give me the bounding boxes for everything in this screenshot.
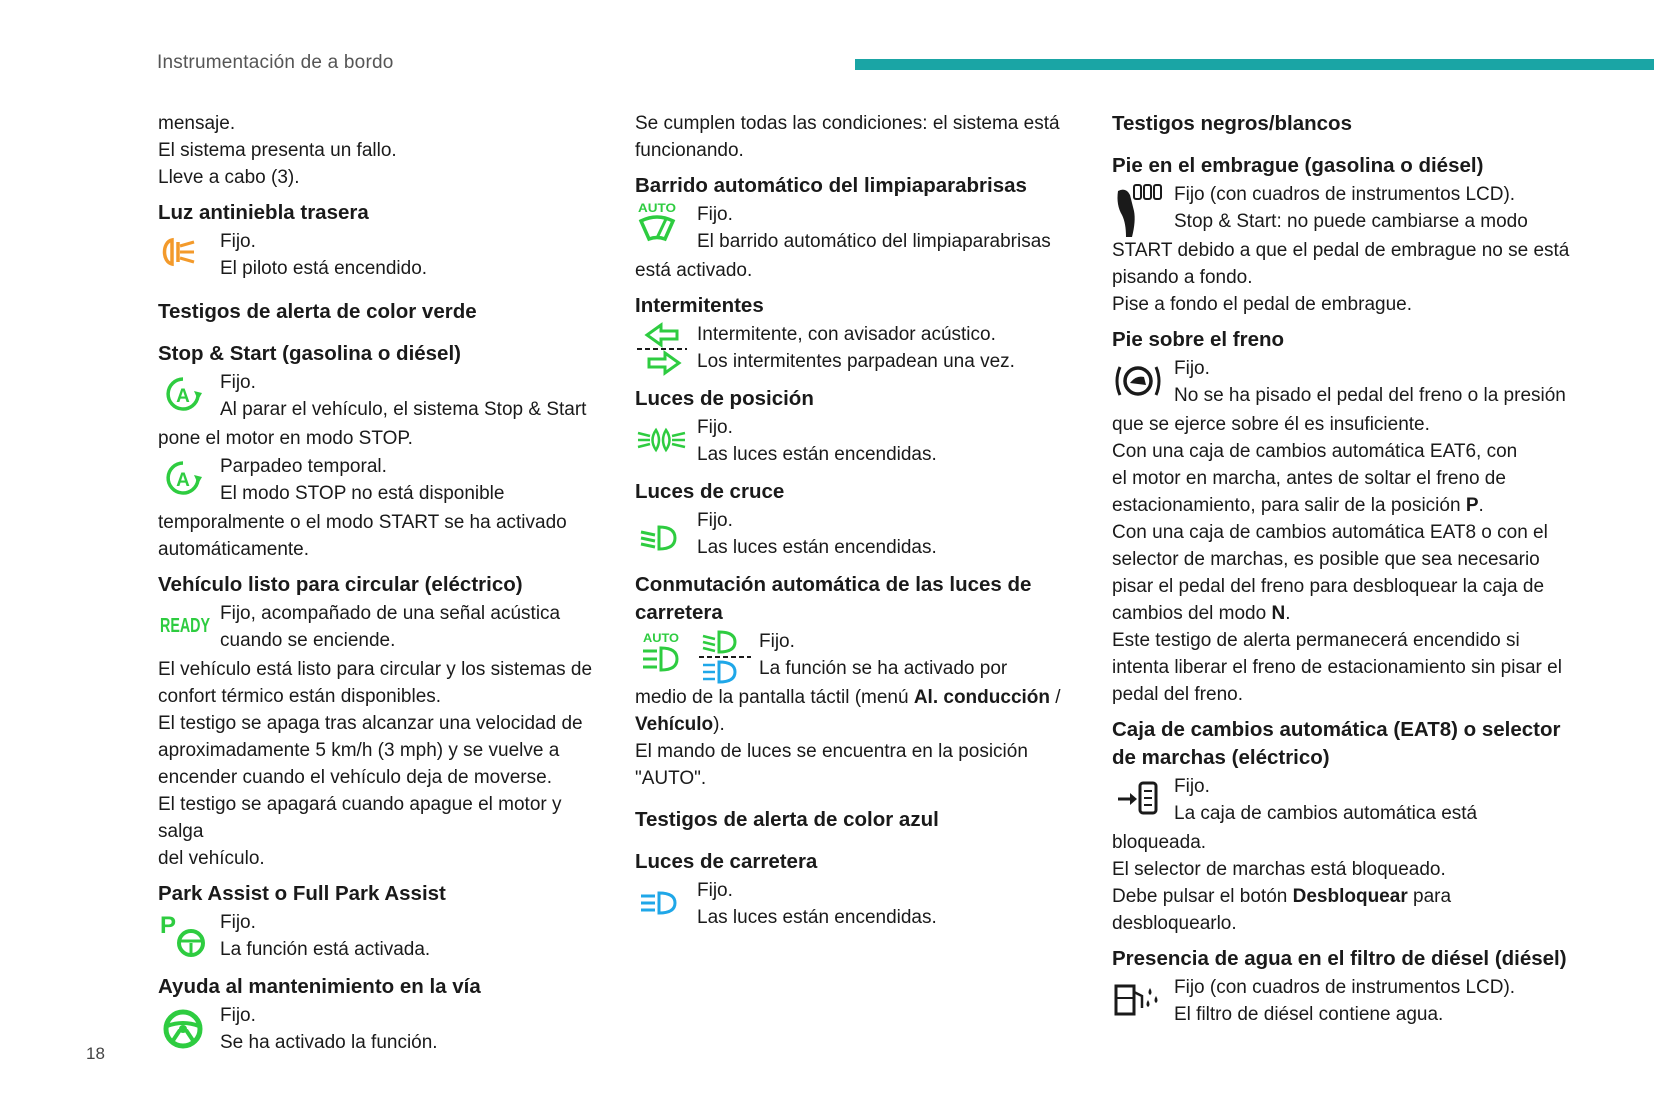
text-line: La caja de cambios automática está [1174, 803, 1478, 824]
text-line: Fijo. [220, 231, 256, 252]
entry-stop-start-fixed [158, 369, 608, 452]
text-line: Intermitente, con avisador acústico. [697, 324, 996, 345]
text-line: Fijo. [220, 912, 256, 933]
text-line: medio de la pantalla táctil (menú Al. conducción / [635, 687, 1061, 708]
entry-brake [1112, 355, 1572, 708]
entry-position-lights [635, 414, 1075, 470]
text-line: confort térmico están disponibles. [158, 686, 442, 707]
header-accent-bar [855, 59, 1654, 70]
text-line: Las luces están encendidas. [697, 907, 937, 928]
text-line: desbloquearlo. [1112, 913, 1237, 934]
text-line: El modo STOP no está disponible [220, 483, 505, 504]
entry-main-beam [635, 877, 1075, 933]
text-line: Se cumplen todas las condiciones: el sistema está [635, 113, 1060, 134]
text-line: Al parar el vehículo, el sistema Stop & Start [220, 399, 587, 420]
text-line: Fijo. [1174, 776, 1210, 797]
section-heading: Luces de cruce [635, 480, 785, 503]
park-assist-icon [158, 909, 220, 965]
auto-wiper-icon [635, 201, 697, 257]
text-line: Fijo. [697, 417, 733, 438]
text-line: Se ha activado la función. [220, 1032, 438, 1053]
text-line: pedal del freno. [1112, 684, 1243, 705]
foot-on-clutch-icon [1112, 181, 1174, 237]
stop-start-icon [158, 453, 220, 509]
text-line: Las luces están encendidas. [697, 444, 937, 465]
text-line: El piloto está encendido. [220, 258, 428, 279]
position-lights-icon [635, 414, 697, 470]
text-line: bloqueada. [1112, 832, 1207, 853]
text-line: del vehículo. [158, 848, 265, 869]
text-line: Las luces están encendidas. [697, 537, 937, 558]
text-line: intenta liberar el freno de estacionamiento sin pisar el [1112, 657, 1562, 678]
text-line: pisando a fondo. [1112, 267, 1253, 288]
text-line: Fijo. [220, 372, 256, 393]
text-line: El mando de luces se encuentra en la posición [635, 741, 1028, 762]
text-line: Fijo (con cuadros de instrumentos LCD). [1174, 977, 1516, 998]
text-line: que se ejerce sobre él es insuficiente. [1112, 414, 1430, 435]
text-line: mensaje. [158, 113, 236, 134]
text-line: selector de marchas, es posible que sea necesario [1112, 549, 1540, 570]
section-heading: Stop & Start (gasolina o diésel) [158, 342, 461, 365]
text-line: El testigo se apagará cuando apague el motor y salga [158, 794, 562, 842]
text-line: El vehículo está listo para circular y los sistemas de [158, 659, 593, 680]
entry-auto-high-beam [635, 628, 1075, 792]
section-heading: Presencia de agua en el filtro de diésel (diésel) [1112, 947, 1567, 970]
svg-text:A: A [176, 470, 190, 491]
rear-fog-light-icon [158, 228, 220, 284]
section-heading: Pie en el embrague (gasolina o diésel) [1112, 154, 1484, 177]
text-line: cuando se enciende. [220, 630, 396, 651]
page-number: 18 [86, 1044, 105, 1063]
svg-text:P: P [160, 912, 177, 939]
text-line: Pise a fondo el pedal de embrague. [1112, 294, 1412, 315]
text-line: Fijo. [759, 631, 795, 652]
steering-wheel-icon [158, 1002, 220, 1058]
text-line: está activado. [635, 260, 753, 281]
section-heading: de marchas (eléctrico) [1112, 746, 1330, 769]
text-line: "AUTO". [635, 768, 707, 789]
text-line: Fijo. [697, 204, 733, 225]
text-line: Fijo. [697, 510, 733, 531]
auto-wiper-icon-text: AUTO [638, 201, 676, 215]
foot-on-brake-icon [1112, 355, 1174, 411]
section-heading: Barrido automático del limpiaparabrisas [635, 174, 1027, 197]
section-heading: Vehículo listo para circular (eléctrico) [158, 573, 523, 596]
text-line: La función se ha activado por [759, 658, 1008, 679]
gear-selector-locked-icon [1112, 773, 1174, 829]
entry-clutch [1112, 181, 1572, 318]
section-heading: Caja de cambios automática (EAT8) o selector [1112, 718, 1561, 741]
section-heading: Luces de carretera [635, 850, 818, 873]
text-line: No se ha pisado el pedal del freno o la presión [1174, 385, 1566, 406]
dipped-beam-icon [635, 507, 697, 563]
entry-water-in-diesel [1112, 974, 1572, 1030]
text-line: aproximadamente 5 km/h (3 mph) y se vuelve a [158, 740, 560, 761]
text-line: encender cuando el vehículo deja de moverse. [158, 767, 552, 788]
text-line: Fijo, acompañado de una señal acústica [220, 603, 561, 624]
entry-ready [158, 600, 608, 872]
text-line: pone el motor en modo STOP. [158, 428, 413, 449]
ready-icon-text: READY [160, 615, 211, 637]
text-line: funcionando. [635, 140, 744, 161]
text-line: Con una caja de cambios automática EAT6, con [1112, 441, 1518, 462]
entry-park-assist [158, 909, 608, 965]
svg-text:A: A [176, 386, 190, 407]
section-heading-bw: Testigos negros/blancos [1112, 112, 1352, 135]
text-line: Vehículo). [635, 714, 725, 735]
text-line: automáticamente. [158, 539, 310, 560]
header-title: Instrumentación de a bordo [157, 52, 394, 73]
section-heading: Luces de posición [635, 387, 814, 410]
auto-high-beam-icon-text: AUTO [643, 631, 679, 645]
entry-auto-wiper [635, 201, 1075, 284]
text-line: Fijo (con cuadros de instrumentos LCD). [1174, 184, 1516, 205]
auto-high-beam-icon [635, 628, 759, 684]
column-2 [635, 110, 1075, 933]
text-line: Lleve a cabo (3). [158, 167, 300, 188]
text-line: pisar el pedal del freno para desbloquear la caja de [1112, 576, 1545, 597]
section-heading: Conmutación automática de las luces de [635, 573, 1032, 596]
text-line: El sistema presenta un fallo. [158, 140, 397, 161]
text-line: El barrido automático del limpiaparabrisas [697, 231, 1051, 252]
entry-dipped-beam [635, 507, 1075, 563]
section-heading: Pie sobre el freno [1112, 328, 1285, 351]
text-line: Debe pulsar el botón Desbloquear para [1112, 886, 1452, 907]
entry-stop-start-flashing [158, 453, 608, 563]
turn-signal-icon [635, 321, 697, 377]
text-line: Parpadeo temporal. [220, 456, 387, 477]
text-line: cambios del modo N. [1112, 603, 1291, 624]
section-heading: Luz antiniebla trasera [158, 201, 369, 224]
text-line: Con una caja de cambios automática EAT8 o con el [1112, 522, 1548, 543]
text-line: Fijo. [1174, 358, 1210, 379]
section-heading: Ayuda al mantenimiento en la vía [158, 975, 481, 998]
text-line: temporalmente o el modo START se ha activado [158, 512, 567, 533]
column-3 [1112, 110, 1572, 1030]
entry-lane-keeping [158, 1002, 608, 1058]
text-line: Los intermitentes parpadean una vez. [697, 351, 1015, 372]
entry-gearbox-locked [1112, 773, 1572, 937]
text-line: El selector de marchas está bloqueado. [1112, 859, 1446, 880]
text-line: Stop & Start: no puede cambiarse a modo [1174, 211, 1528, 232]
text-line: el motor en marcha, antes de soltar el freno de [1112, 468, 1506, 489]
section-heading-green: Testigos de alerta de color verde [158, 300, 477, 323]
section-heading-blue: Testigos de alerta de color azul [635, 808, 939, 831]
section-heading: Park Assist o Full Park Assist [158, 882, 446, 905]
text-line: START debido a que el pedal de embrague no se está [1112, 240, 1570, 261]
text-line: Este testigo de alerta permanecerá encendido si [1112, 630, 1520, 651]
section-heading: carretera [635, 601, 723, 624]
section-heading: Intermitentes [635, 294, 764, 317]
text-line: El testigo se apaga tras alcanzar una velocidad de [158, 713, 583, 734]
column-1 [158, 110, 608, 1058]
ready-icon [158, 600, 220, 656]
main-beam-icon [635, 877, 697, 933]
text-line: Fijo. [697, 880, 733, 901]
text-line: Fijo. [220, 1005, 256, 1026]
text-line: estacionamiento, para salir de la posición P. [1112, 495, 1484, 516]
stop-start-icon [158, 369, 220, 425]
entry-indicators [635, 321, 1075, 377]
text-line: La función está activada. [220, 939, 431, 960]
text-line: El filtro de diésel contiene agua. [1174, 1004, 1444, 1025]
water-in-fuel-icon [1112, 974, 1174, 1030]
entry-rear-fog [158, 228, 608, 284]
